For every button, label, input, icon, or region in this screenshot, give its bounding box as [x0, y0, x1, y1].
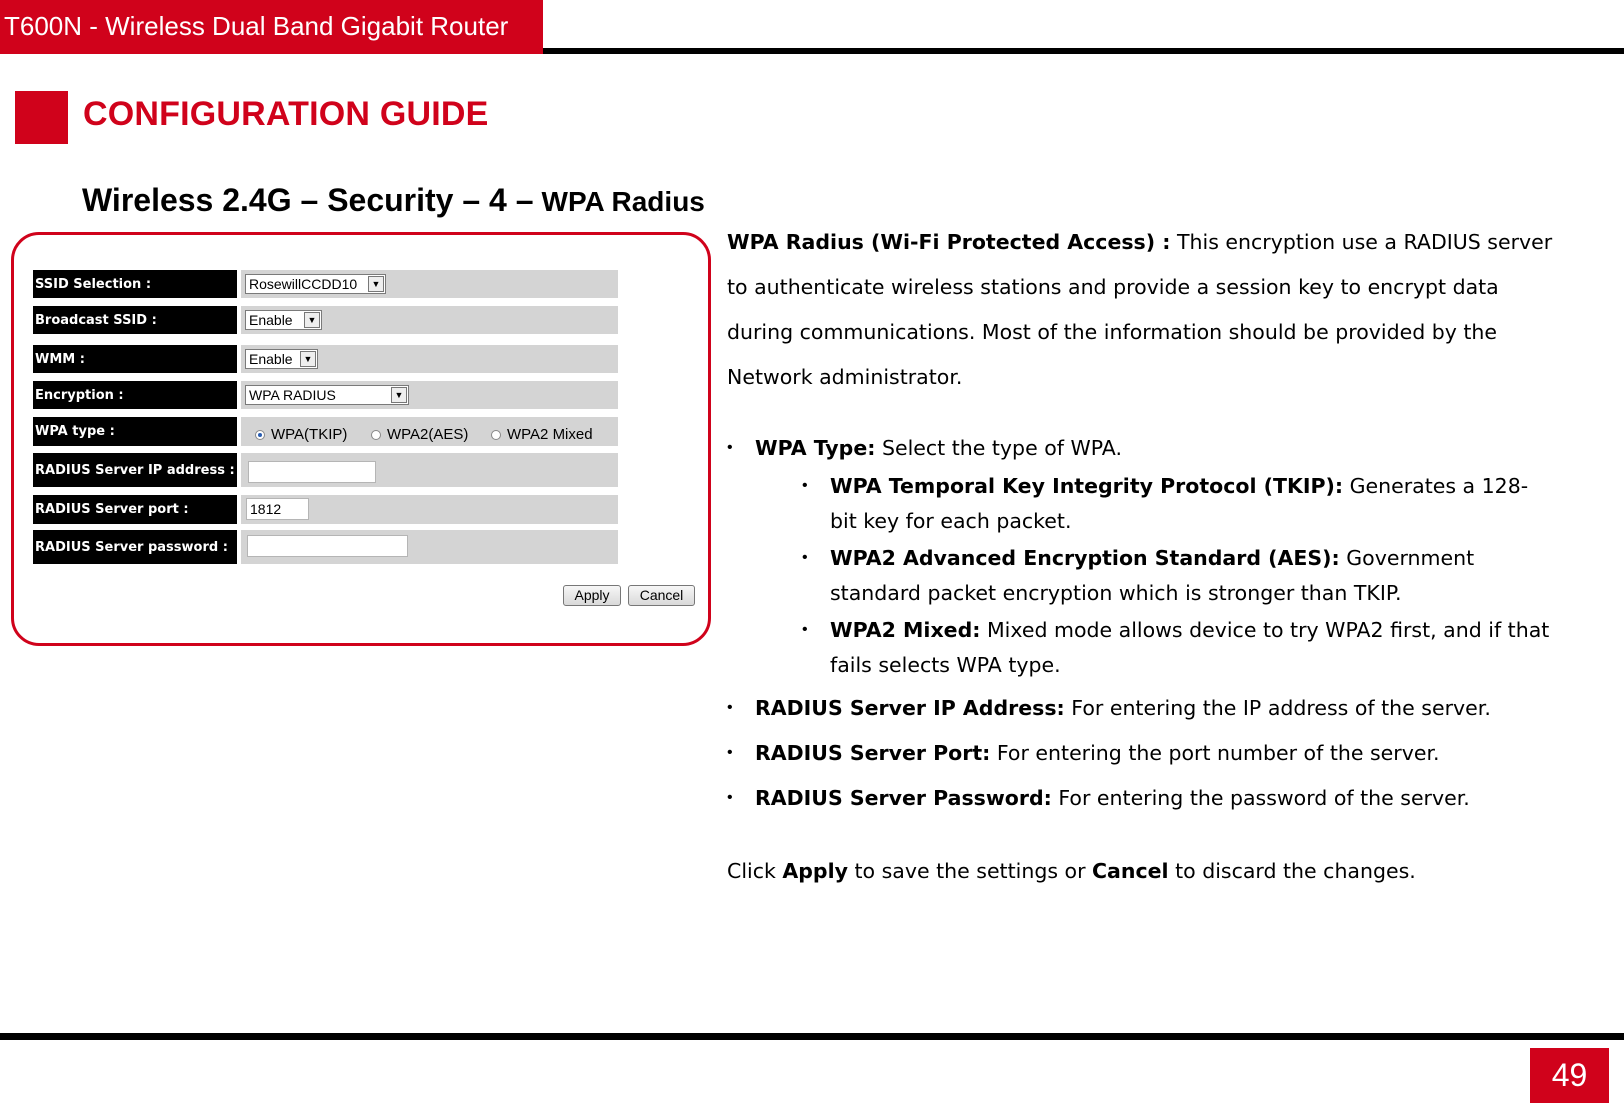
encryption-value-cell — [241, 381, 618, 409]
mixed-text: Mixed mode allows device to try WPA2 first, and if that fails selects WPA type. — [830, 618, 1550, 677]
document-title: T600N - Wireless Dual Band Gigabit Router — [0, 0, 543, 54]
encryption-label: Encryption : — [33, 381, 237, 409]
wpa-type-item — [755, 431, 1575, 466]
radius-password-input[interactable] — [247, 535, 408, 557]
tkip-bold: WPA Temporal Key Integrity Protocol (TKIP): — [830, 474, 1344, 498]
ssid-value-cell — [241, 270, 618, 298]
wmm-row — [33, 345, 618, 373]
radius-password-value-cell — [241, 530, 618, 564]
radius-port-item — [755, 736, 1575, 771]
guide-title: CONFIGURATION GUIDE — [83, 95, 489, 133]
ssid-label: SSID Selection : — [33, 270, 237, 298]
broadcast-value-cell — [241, 306, 618, 334]
mixed-item — [830, 613, 1550, 683]
intro-text: This encryption use a RADIUS server to authenticate wireless stations and provide a session key to encrypt data during communications. Most of the information should be provided by the Network administrator. — [727, 230, 1553, 389]
radio-selected-icon — [255, 430, 265, 440]
wpa-type-label: WPA type : — [33, 417, 237, 446]
aes-item — [830, 541, 1530, 611]
aes-text: Government standard packet encryption which is stronger than TKIP. — [830, 546, 1475, 605]
radius-ip-label: RADIUS Server IP address : — [33, 453, 237, 487]
click-mid: to save the settings or — [847, 859, 1093, 883]
wpa-type-value-cell — [241, 417, 618, 446]
radius-port-bold: RADIUS Server Port: — [755, 741, 991, 765]
wmm-select[interactable] — [245, 349, 318, 369]
tkip-item — [830, 469, 1550, 539]
radius-port-row — [33, 495, 618, 524]
radius-password-label: RADIUS Server password : — [33, 530, 237, 564]
click-pre: Click — [727, 859, 783, 883]
wmm-select-value: Enable — [249, 351, 293, 367]
chevron-down-icon: ▼ — [368, 276, 384, 292]
wpa2-aes-label: WPA2(AES) — [387, 426, 469, 443]
radius-ip-value-cell — [241, 453, 618, 487]
section-title — [82, 182, 705, 219]
header-rule — [543, 48, 1624, 54]
bullet-icon: • — [727, 789, 733, 806]
aes-bold: WPA2 Advanced Encryption Standard (AES): — [830, 546, 1340, 570]
click-apply: Apply — [782, 859, 848, 883]
encryption-select-value: WPA RADIUS — [249, 387, 336, 403]
radius-port-text: For entering the port number of the server. — [990, 741, 1440, 765]
page-number: 49 — [1530, 1048, 1609, 1103]
bullet-icon: • — [727, 699, 733, 716]
wpa-tkip-radio[interactable] — [255, 426, 347, 443]
ssid-select[interactable] — [245, 274, 386, 294]
tkip-text: Generates a 128-bit key for each packet. — [830, 474, 1529, 533]
wpa-type-row — [33, 417, 618, 446]
wmm-label: WMM : — [33, 345, 237, 373]
radius-ip-row — [33, 453, 618, 487]
intro-paragraph — [727, 220, 1557, 400]
broadcast-row — [33, 306, 618, 334]
section-subtitle: WPA Radius — [541, 186, 705, 217]
encryption-select[interactable] — [245, 385, 409, 405]
chevron-down-icon: ▼ — [391, 387, 407, 403]
wpa2-mixed-radio[interactable] — [491, 426, 593, 443]
ssid-row — [33, 270, 618, 298]
broadcast-label: Broadcast SSID : — [33, 306, 237, 334]
radio-icon — [491, 430, 501, 440]
radius-ip-bold: RADIUS Server IP Address: — [755, 696, 1065, 720]
wmm-value-cell — [241, 345, 618, 373]
chevron-down-icon: ▼ — [300, 351, 316, 367]
click-instruction — [727, 854, 1577, 889]
radius-port-value-cell — [241, 495, 618, 524]
radius-ip-item — [755, 691, 1575, 726]
wpa-type-text: Select the type of WPA. — [875, 436, 1122, 460]
click-post: to discard the changes. — [1168, 859, 1416, 883]
intro-bold: WPA Radius (Wi-Fi Protected Access) : — [727, 230, 1171, 254]
section-title-main: Wireless 2.4G – Security – 4 – — [82, 182, 534, 218]
ssid-select-value: RosewillCCDD10 — [249, 276, 358, 292]
mixed-bold: WPA2 Mixed: — [830, 618, 981, 642]
bullet-icon: • — [802, 477, 808, 494]
chevron-down-icon: ▼ — [304, 312, 320, 328]
encryption-row — [33, 381, 618, 409]
broadcast-select[interactable] — [245, 310, 322, 330]
click-cancel: Cancel — [1092, 859, 1169, 883]
bullet-icon: • — [802, 621, 808, 638]
bullet-icon: • — [727, 744, 733, 761]
radius-ip-input[interactable] — [248, 461, 376, 483]
radius-password-row — [33, 530, 618, 564]
wpa2-aes-radio[interactable] — [371, 426, 468, 443]
radio-icon — [371, 430, 381, 440]
bullet-icon: • — [802, 549, 808, 566]
radius-port-input[interactable]: 1812 — [246, 498, 309, 520]
radius-password-item — [755, 781, 1575, 816]
broadcast-select-value: Enable — [249, 312, 293, 328]
radius-password-text: For entering the password of the server. — [1051, 786, 1470, 810]
radius-password-bold: RADIUS Server Password: — [755, 786, 1052, 810]
bullet-icon: • — [727, 439, 733, 456]
wpa-type-bold: WPA Type: — [755, 436, 876, 460]
cancel-button[interactable]: Cancel — [628, 585, 695, 606]
footer-rule — [0, 1033, 1624, 1040]
radius-ip-text: For entering the IP address of the server. — [1064, 696, 1491, 720]
wpa-tkip-label: WPA(TKIP) — [271, 426, 348, 443]
radius-port-label: RADIUS Server port : — [33, 495, 237, 524]
guide-marker — [15, 91, 68, 144]
wpa2-mixed-label: WPA2 Mixed — [507, 426, 593, 443]
apply-button[interactable]: Apply — [563, 585, 621, 606]
